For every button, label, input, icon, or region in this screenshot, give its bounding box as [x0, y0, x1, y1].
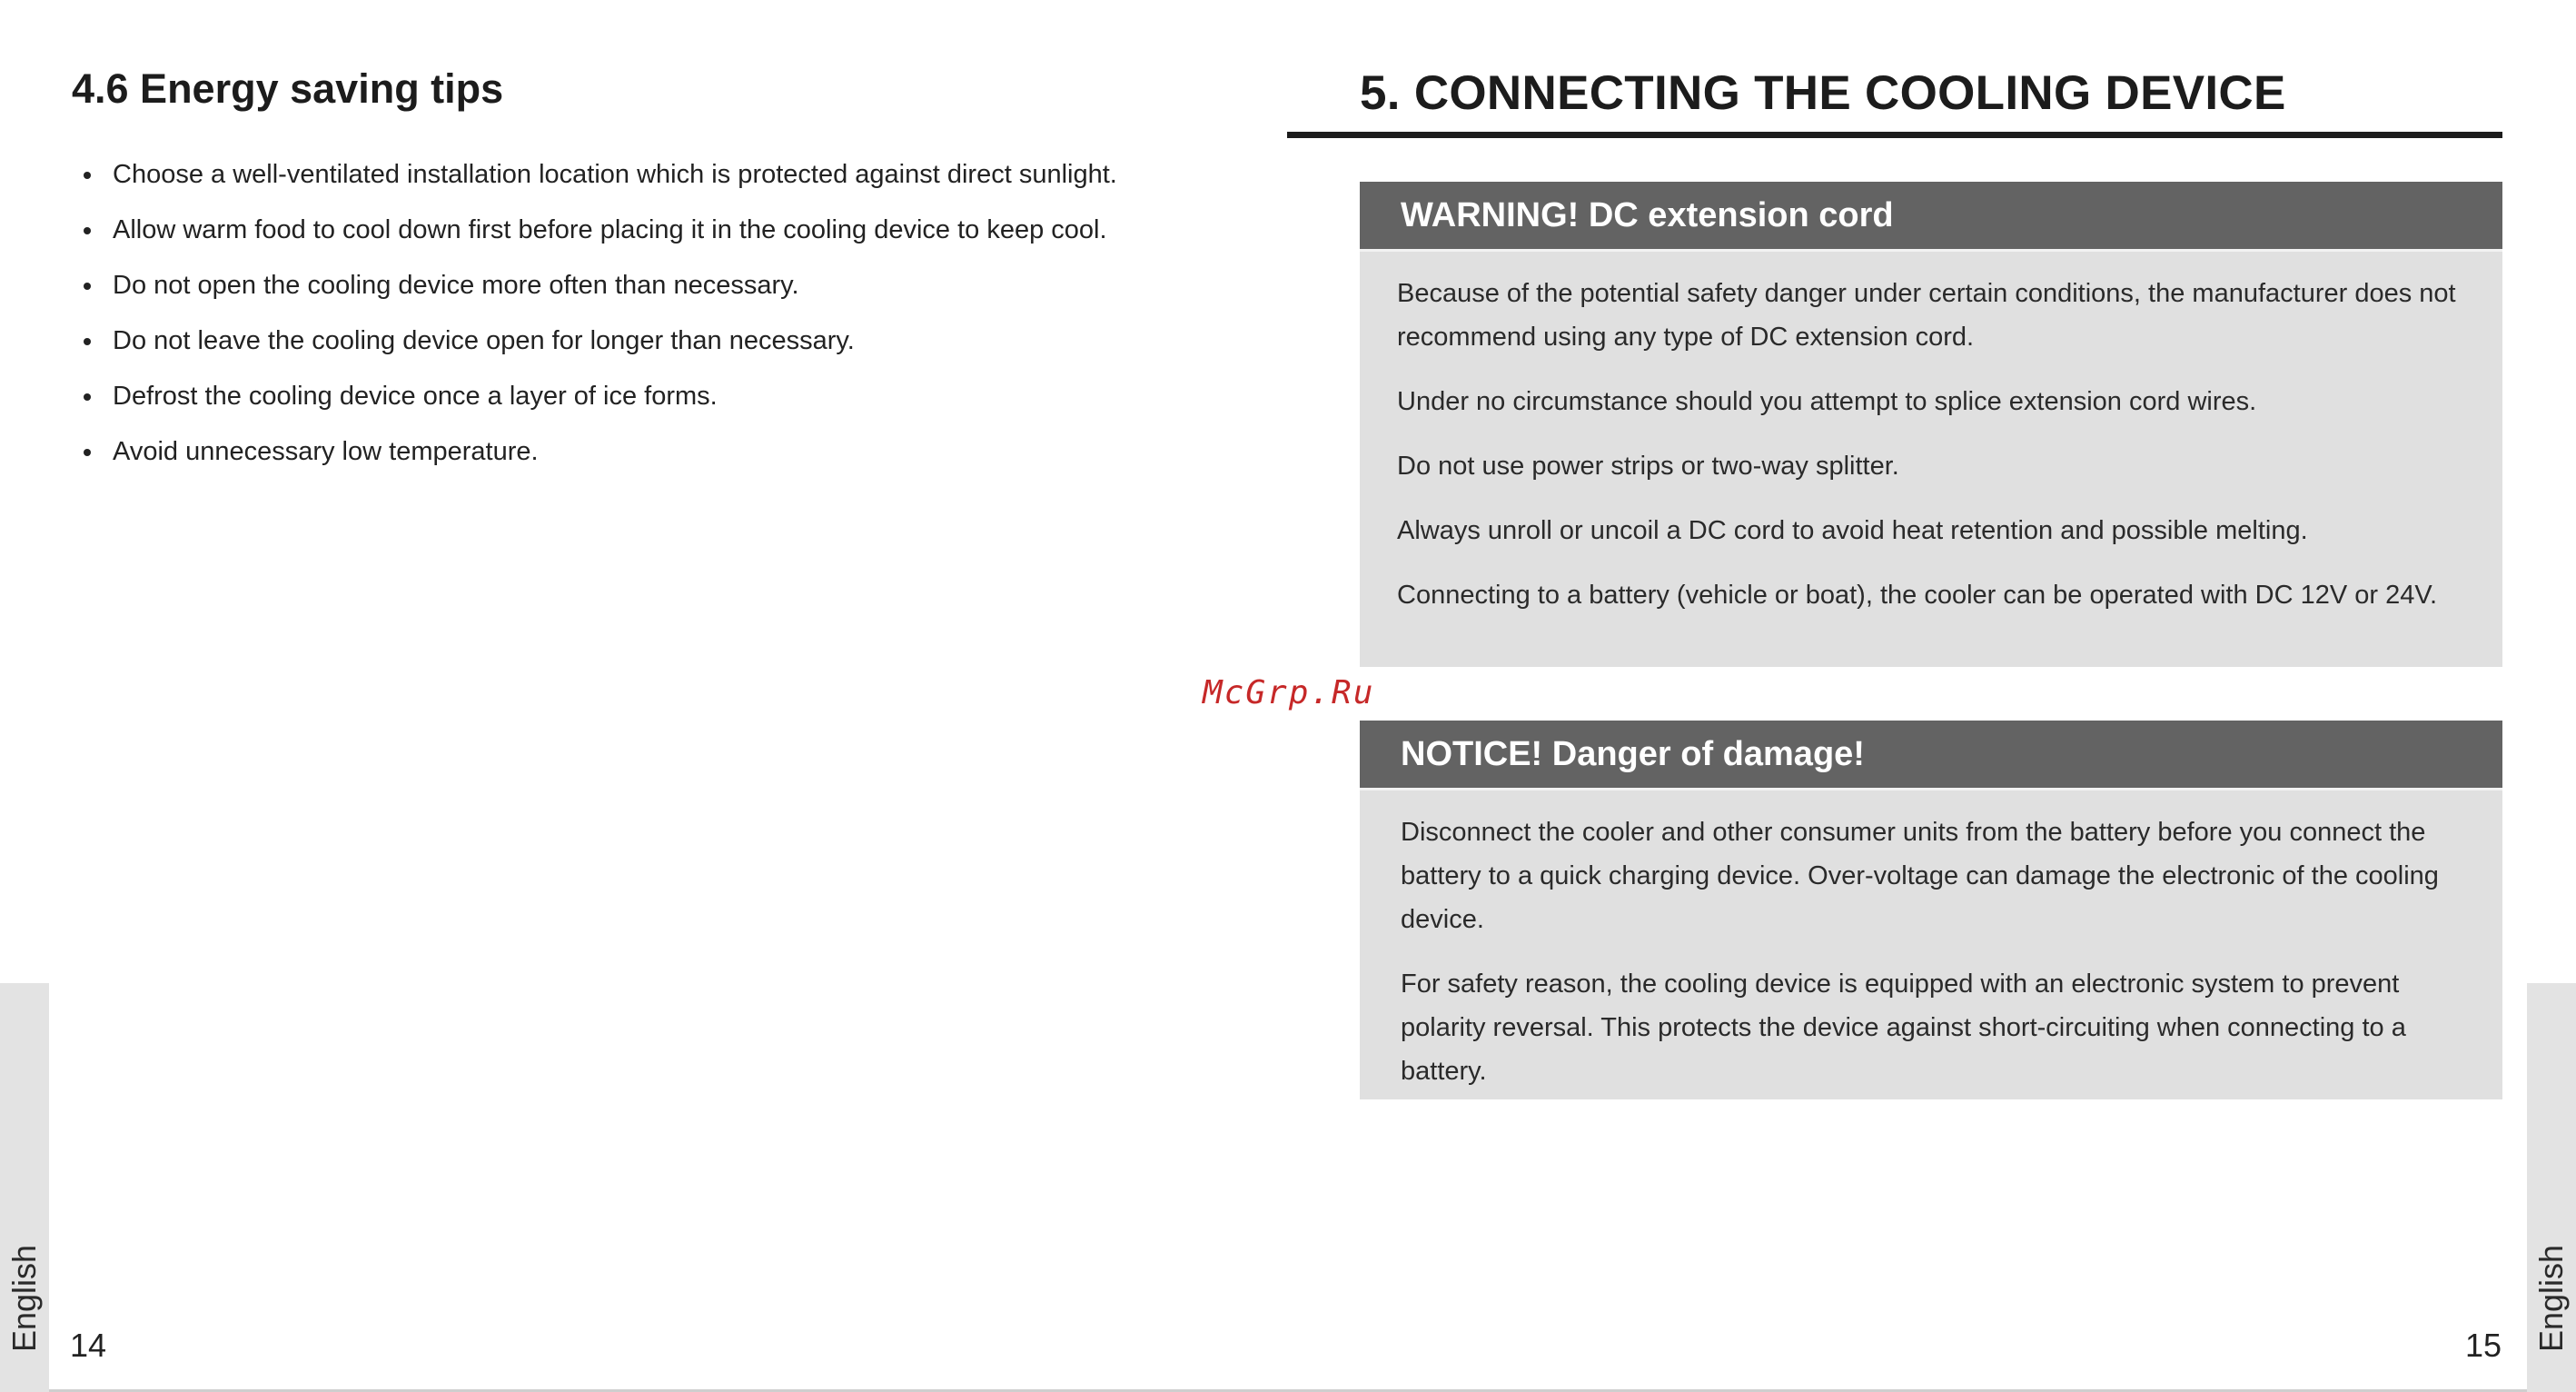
- warning-paragraph: Connecting to a battery (vehicle or boat), the cooler can be operated with DC 12V or 24V.: [1397, 581, 2438, 610]
- page-number-right: 15: [2465, 1327, 2502, 1364]
- watermark: McGrp.Ru: [1203, 674, 1375, 711]
- list-item: Do not leave the cooling device open for longer than necessary.: [80, 321, 1261, 376]
- language-tab-right: [2527, 983, 2576, 1392]
- chapter-heading-connecting: 5. CONNECTING THE COOLING DEVICE: [1360, 66, 2286, 120]
- list-item: Do not open the cooling device more often than necessary.: [80, 265, 1261, 321]
- energy-tips-list: [80, 154, 1261, 487]
- section-heading-energy-tips: 4.6 Energy saving tips: [72, 65, 504, 112]
- notice-paragraph: Disconnect the cooler and other consumer units from the battery before you connect the battery to a quick charging device. Over-voltage can damage the electronic of the cooling device.: [1401, 818, 2439, 934]
- warning-paragraph: Do not use power strips or two-way splitter.: [1397, 452, 1899, 481]
- language-tab-label: English: [2532, 1244, 2570, 1353]
- list-item: Allow warm food to cool down first before placing it in the cooling device to keep cool.: [80, 210, 1261, 265]
- notice-box: [1360, 721, 2502, 1099]
- page-number-left: 14: [70, 1327, 107, 1364]
- warning-paragraph: Under no circumstance should you attempt to splice extension cord wires.: [1397, 387, 2257, 416]
- warning-title: WARNING! DC extension cord: [1360, 182, 2502, 252]
- list-item: Avoid unnecessary low temperature.: [80, 432, 1261, 487]
- list-item: Choose a well-ventilated installation location which is protected against direct sunlight.: [80, 154, 1261, 210]
- notice-body: [1360, 790, 2502, 1123]
- warning-body: [1360, 252, 2502, 647]
- notice-paragraph: For safety reason, the cooling device is equipped with an electronic system to prevent polarity reversal. This protects the device against short-circuiting when connecting to a battery.: [1401, 969, 2406, 1086]
- list-item: Defrost the cooling device once a layer of ice forms.: [80, 376, 1261, 432]
- warning-box: [1360, 182, 2502, 667]
- heading-divider: [1287, 132, 2502, 138]
- notice-title: NOTICE! Danger of damage!: [1360, 721, 2502, 790]
- language-tab-left: [0, 983, 49, 1392]
- language-tab-label: English: [5, 1244, 43, 1353]
- warning-paragraph: Always unroll or uncoil a DC cord to avoid heat retention and possible melting.: [1397, 516, 2308, 545]
- warning-paragraph: Because of the potential safety danger under certain conditions, the manufacturer does not recommend using any type of DC extension cord.: [1397, 279, 2456, 352]
